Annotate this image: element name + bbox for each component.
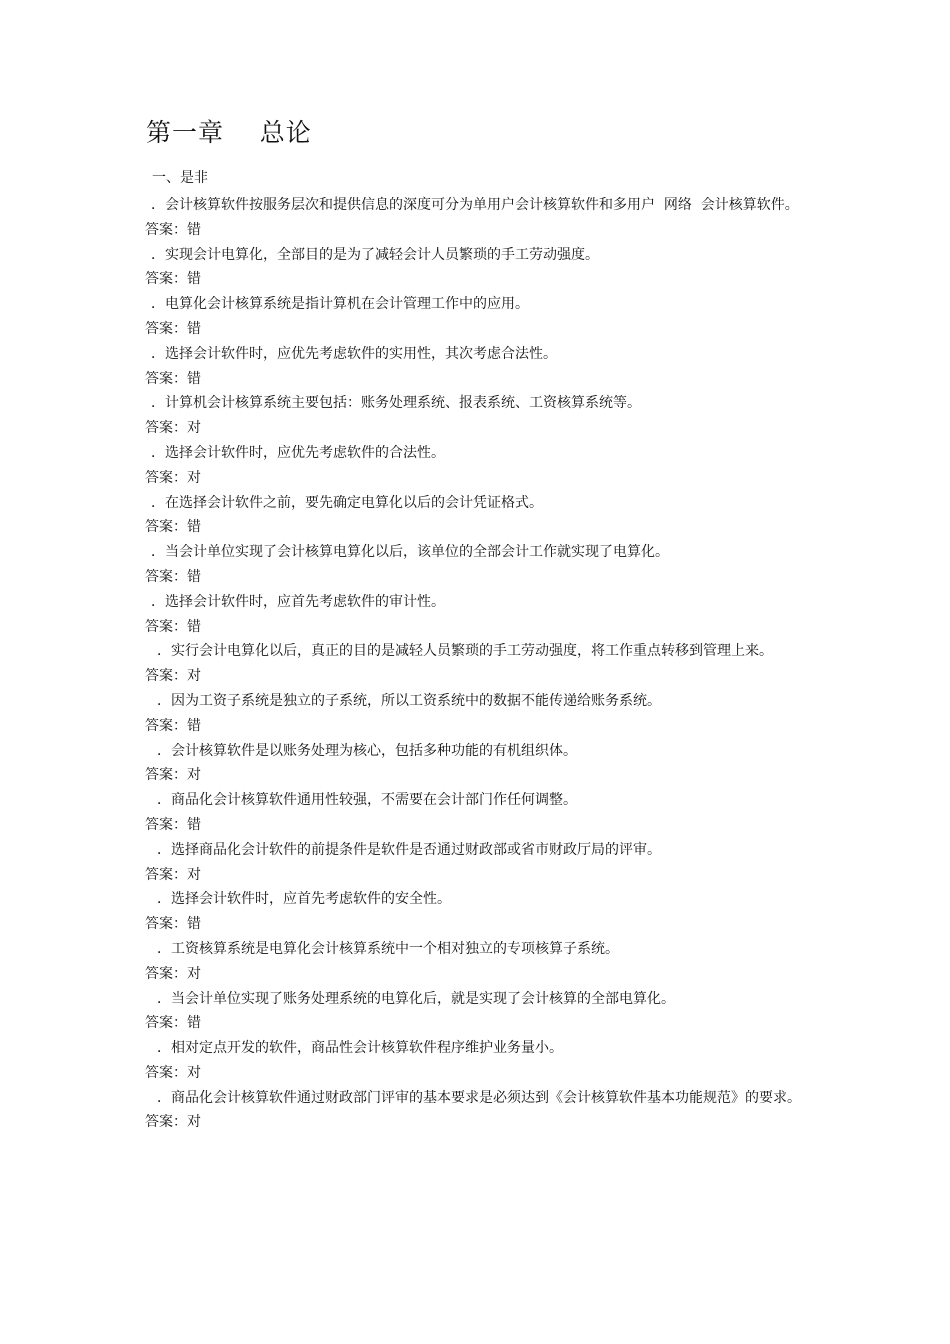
question-text: ．当会计单位实现了会计核算电算化以后，该单位的全部会计工作就实现了电算化。 bbox=[151, 544, 669, 561]
answer-text: 答案：错 bbox=[145, 717, 201, 734]
answer-text: 答案：对 bbox=[145, 1064, 201, 1081]
list-item bbox=[145, 243, 825, 293]
list-item bbox=[145, 838, 825, 888]
question-text: ．当会计单位实现了账务处理系统的电算化后，就是实现了会计核算的全部电算化。 bbox=[157, 990, 675, 1007]
answer-text: 答案：错 bbox=[145, 271, 201, 288]
list-item bbox=[145, 441, 825, 491]
list-item bbox=[145, 491, 825, 541]
list-item bbox=[145, 391, 825, 441]
answer-text: 答案：错 bbox=[145, 320, 201, 337]
answer-text: 答案：对 bbox=[145, 469, 201, 486]
question-text: ．选择会计软件时，应优先考虑软件的实用性，其次考虑合法性。 bbox=[151, 345, 557, 362]
question-text: ．实现会计电算化，全部目的是为了减轻会计人员繁琐的手工劳动强度。 bbox=[151, 246, 599, 263]
question-text: ．在选择会计软件之前，要先确定电算化以后的会计凭证格式。 bbox=[151, 494, 543, 511]
question-text: ．工资核算系统是电算化会计核算系统中一个相对独立的专项核算子系统。 bbox=[157, 940, 619, 957]
list-item bbox=[145, 987, 825, 1037]
question-text: ．计算机会计核算系统主要包括：账务处理系统、报表系统、工资核算系统等。 bbox=[151, 395, 641, 412]
answer-text: 答案：错 bbox=[145, 519, 201, 536]
answer-text: 答案：对 bbox=[145, 668, 201, 685]
list-item bbox=[145, 937, 825, 987]
list-item bbox=[145, 540, 825, 590]
question-text: ．商品化会计核算软件通过财政部门评审的基本要求是必须达到《会计核算软件基本功能规范》的要求。 bbox=[157, 1089, 801, 1106]
list-item bbox=[145, 1036, 825, 1086]
question-text: ．选择会计软件时，应首先考虑软件的安全性。 bbox=[157, 891, 451, 908]
answer-text: 答案：对 bbox=[145, 866, 201, 883]
question-text: ．相对定点开发的软件，商品性会计核算软件程序维护业务量小。 bbox=[157, 1040, 563, 1057]
question-text: ．商品化会计核算软件通用性较强，不需要在会计部门作任何调整。 bbox=[157, 792, 577, 809]
answer-text: 答案：错 bbox=[145, 370, 201, 387]
question-text: ．因为工资子系统是独立的子系统，所以工资系统中的数据不能传递给账务系统。 bbox=[157, 692, 661, 709]
question-text: ．实行会计电算化以后，真正的目的是减轻人员繁琐的手工劳动强度，将工作重点转移到管理上来。 bbox=[157, 643, 773, 660]
answer-text: 答案：对 bbox=[145, 420, 201, 437]
question-text: ．选择会计软件时，应优先考虑软件的合法性。 bbox=[151, 444, 445, 461]
section-heading: 一、是非 bbox=[152, 170, 208, 186]
question-text: ．选择会计软件时，应首先考虑软件的审计性。 bbox=[151, 593, 445, 610]
question-text: ．选择商品化会计软件的前提条件是软件是否通过财政部或省市财政厅局的评审。 bbox=[157, 841, 661, 858]
list-item bbox=[145, 739, 825, 789]
question-list bbox=[145, 193, 825, 1135]
answer-text: 答案：错 bbox=[145, 916, 201, 933]
list-item bbox=[145, 193, 825, 243]
answer-text: 答案：对 bbox=[145, 965, 201, 982]
chapter-title: 第一章 总论 bbox=[146, 118, 312, 147]
answer-text: 答案：对 bbox=[145, 767, 201, 784]
list-item bbox=[145, 292, 825, 342]
list-item bbox=[145, 689, 825, 739]
question-text: ．会计核算软件是以账务处理为核心，包括多种功能的有机组织体。 bbox=[157, 742, 577, 759]
list-item bbox=[145, 788, 825, 838]
question-text: ．电算化会计核算系统是指计算机在会计管理工作中的应用。 bbox=[151, 296, 529, 313]
list-item bbox=[145, 1086, 825, 1136]
answer-text: 答案：错 bbox=[145, 1015, 201, 1032]
list-item bbox=[145, 639, 825, 689]
list-item bbox=[145, 342, 825, 392]
answer-text: 答案：错 bbox=[145, 568, 201, 585]
list-item bbox=[145, 590, 825, 640]
question-text: ．会计核算软件按服务层次和提供信息的深度可分为单用户会计核算软件和多用户 网络 会计核算软件。 bbox=[151, 197, 799, 213]
answer-text: 答案：错 bbox=[145, 618, 201, 635]
answer-text: 答案：错 bbox=[145, 816, 201, 833]
answer-text: 答案：对 bbox=[145, 1114, 201, 1131]
answer-text: 答案：错 bbox=[145, 221, 201, 238]
list-item bbox=[145, 887, 825, 937]
